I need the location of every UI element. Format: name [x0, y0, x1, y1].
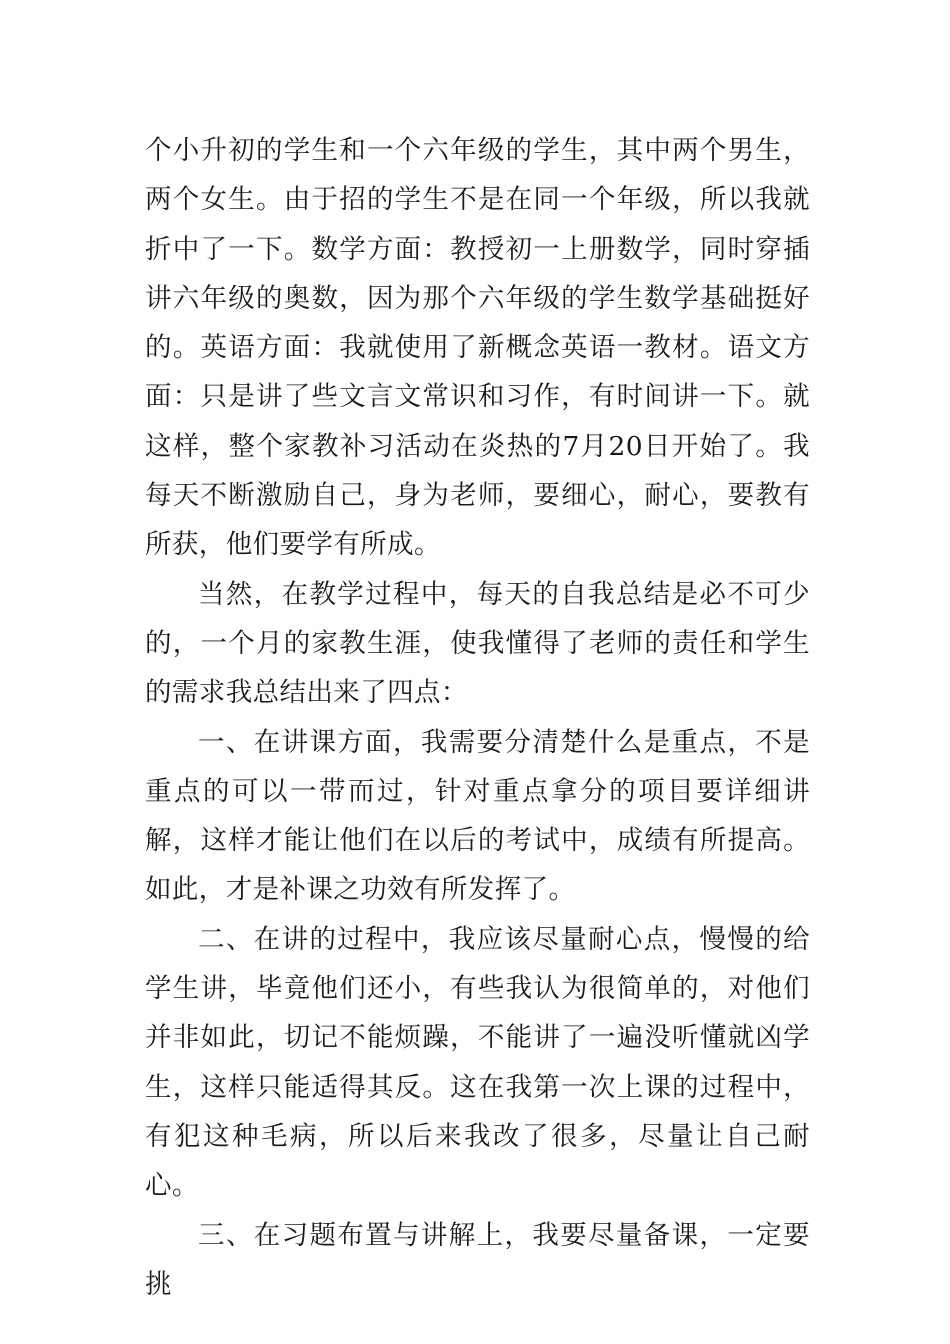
paragraph-1: 个小升初的学生和一个六年级的学生，其中两个男生，两个女生。由于招的学生不是在同一个年级，所以我就折中了一下。数学方面：教授初一上册数学，同时穿插讲六年级的奥数，因为那个六年级的学生数学基础挺好的。英语方面：我就使用了新概念英语一教材。语文方面：只是讲了些文言文常识和习作，有时间讲一下。就这样，整个家教补习活动在炎热的7月20日开始了。我每天不断激励自己，身为老师，要细心，耐心，要教有所获，他们要学有所成。 — [145, 135, 810, 561]
paragraph-5: 三、在习题布置与讲解上，我要尽量备课，一定要挑 — [145, 1219, 810, 1300]
paragraph-3: 一、在讲课方面，我需要分清楚什么是重点，不是重点的可以一带而过，针对重点拿分的项目要详细讲解，这样才能让他们在以后的考试中，成绩有所提高。如此，才是补课之功效有所发挥了。 — [145, 726, 810, 906]
paragraph-4: 二、在讲的过程中，我应该尽量耐心点，慢慢的给学生讲，毕竟他们还小，有些我认为很简单的，对他们并非如此，切记不能烦躁，不能讲了一遍没听懂就凶学生，这样只能适得其反。这在我第一次上课的过程中，有犯这种毛病，所以后来我改了很多，尽量让自己耐心。 — [145, 923, 810, 1202]
document-body — [145, 126, 810, 1309]
paragraph-2: 当然，在教学过程中，每天的自我总结是必不可少的，一个月的家教生涯，使我懂得了老师的责任和学生的需求我总结出来了四点： — [145, 578, 810, 709]
